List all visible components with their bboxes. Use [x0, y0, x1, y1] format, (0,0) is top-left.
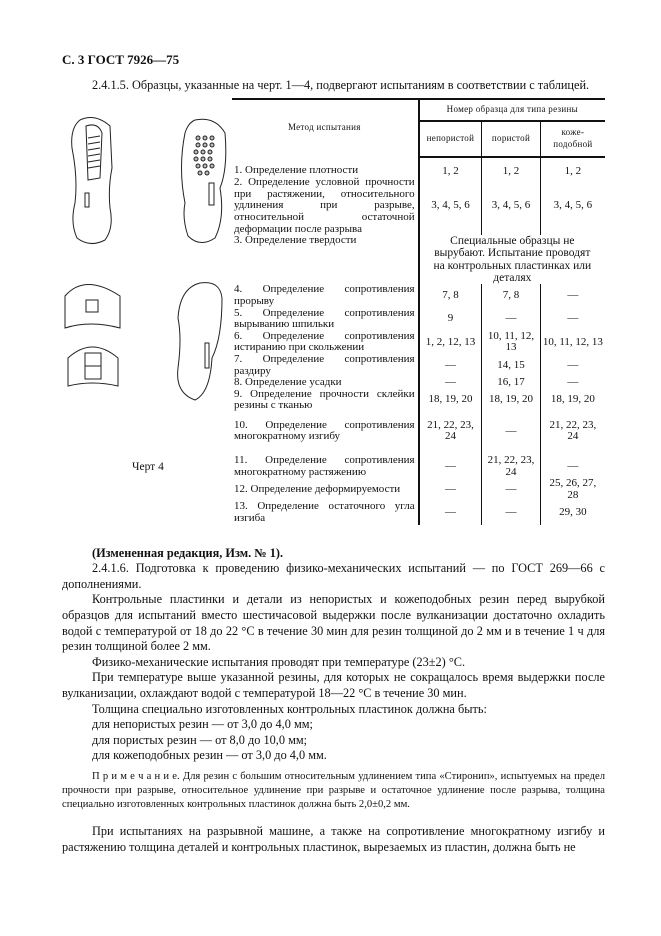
sole-drawing-4 [178, 282, 222, 399]
table-cell: 3, 4, 5, 6 [419, 177, 482, 235]
paragraph: При температуре выше указанной резины, для которых не сокращалось время выдержки после вулканизации, охлаждают водой с температурой 18—22 °С в течение 30 мин. [62, 670, 605, 700]
table-cell: — [540, 377, 605, 389]
table-cell: 3, 4, 5, 6 [540, 177, 605, 235]
paragraph: Физико-механические испытания проводят при температуре (23±2) °С. [92, 654, 466, 669]
table-cell: 25, 26, 27, 28 [540, 478, 605, 501]
paragraph: При испытаниях на разрывной машине, а также на сопротивление многократному изгибу и растяжению толщина деталей и контрольных пластинок, вырезаемых из пластин, должна быть не [62, 823, 605, 854]
sole-drawing-2 [182, 119, 226, 242]
table-cell-method: 8. Определение усадки [234, 376, 342, 389]
amendment-note: (Измененная редакция, Изм. № 1). [92, 545, 284, 560]
table-cell-method: 4. Определение сопротивления прорыву [234, 283, 415, 307]
table-cell-method: 5. Определение сопротивления вырыванию шпильки [234, 306, 415, 331]
table-cell: 21, 22, 23, 24 [482, 443, 540, 478]
table-cell-method: 9. Определение прочности склейки резины с тканью [234, 387, 415, 412]
list-item: для непористых резин — от 3,0 до 4,0 мм; [92, 717, 313, 732]
table-cell: 1, 2 [482, 157, 540, 178]
sole-drawing-1 [72, 117, 112, 243]
table-cell: — [540, 284, 605, 307]
table-cell: — [419, 501, 482, 524]
table-cell-method: 11. Определение сопротивления многократному растяжению [234, 454, 415, 478]
table-cell: 29, 30 [540, 501, 605, 524]
col-header: коже- подобной [540, 121, 605, 157]
figure-and-table [62, 98, 605, 538]
table-cell: 21, 22, 23, 24 [540, 412, 605, 443]
table-cell: 18, 19, 20 [540, 389, 605, 412]
table-cell-method: 1. Определение плотности [234, 164, 359, 177]
note-label: П р и м е ч а н и е. [92, 770, 180, 782]
table-cell: 16, 17 [482, 377, 540, 389]
page-header: С. 3 ГОСТ 7926—75 [62, 52, 180, 67]
table-cell-merged: Специальные образцы не вырубают. Испытание проводят на контрольных пластинках или деталях [419, 235, 605, 284]
table-cell: 1, 2, 12, 13 [419, 331, 482, 354]
table-cell: 7, 8 [419, 284, 482, 307]
paragraph: Толщина специально изготовленных контрольных пластинок должна быть: [92, 701, 487, 716]
table-cell: 18, 19, 20 [482, 389, 540, 412]
table-cell: — [540, 443, 605, 478]
note-text: Для резин с большим относительным удлинением типа «Стиронип», испытуемых на предел прочности при разрыве, относительное удлинение при разрыве и остаточное удлинение после разрыва, толщина специально изготовленных контрольных пластинок должна быть 2,0±0,2 мм. [62, 770, 605, 810]
table-cell: — [419, 443, 482, 478]
intro-paragraph: 2.4.1.5. Образцы, указанные на черт. 1—4, подвергают испытаниям в соответствии с таблицей. [92, 78, 590, 92]
table-cell: 1, 2 [540, 157, 605, 178]
table-cell: 9 [419, 308, 482, 331]
table-cell: 21, 22, 23, 24 [419, 412, 482, 443]
table-cell: — [540, 354, 605, 377]
table-cell: 10, 11, 12, 13 [482, 331, 540, 354]
note [62, 770, 605, 812]
table-cell: — [540, 308, 605, 331]
table-cell: 3, 4, 5, 6 [482, 177, 540, 235]
table-cell: — [482, 478, 540, 501]
table-cell: — [482, 501, 540, 524]
table-cell: — [482, 308, 540, 331]
list-item: для пористых резин — от 8,0 до 10,0 мм; [92, 732, 308, 747]
col-header: пористой [482, 121, 540, 157]
table-cell: 18, 19, 20 [419, 389, 482, 412]
shoe-sole-drawings [50, 108, 240, 418]
table-cell-method: 6. Определение сопротивления истиранию при скольжении [234, 329, 415, 354]
table-cell-method: 12. Определение деформируемости [234, 483, 401, 496]
table-cell: — [419, 377, 482, 389]
paragraph-2-4-1-6: 2.4.1.6. Подготовка к проведению физико-механических испытаний — по ГОСТ 269—66 с дополнениями. [62, 561, 605, 591]
table-cell: 14, 15 [482, 354, 540, 377]
table-cell: — [419, 354, 482, 377]
table-cell-method: 13. Определение остаточного угла изгиба [234, 500, 415, 525]
table-cell: 10, 11, 12, 13 [540, 331, 605, 354]
test-methods-table [232, 98, 605, 525]
table-cell-method: 10. Определение сопротивления многократному изгибу [234, 418, 415, 443]
table-cell-method: 3. Определение твердости [234, 234, 357, 247]
table-cell: — [482, 412, 540, 443]
figure-column [62, 98, 232, 538]
method-header: Метод испытания [232, 99, 419, 157]
table-cell: — [419, 478, 482, 501]
table-cell-method: 2. Определение условной прочности при растяжении, относительного удлинения при разрыве, относительной остаточной деформации после разрыва [234, 176, 415, 235]
table-cell: 7, 8 [482, 284, 540, 307]
list-item: для кожеподобных резин — от 3,0 до 4,0 мм. [92, 748, 327, 763]
paragraph: Контрольные пластинки и детали из непористых и кожеподобных резин перед вырубкой образцов для испытаний вместо шестичасовой выдержки после вулканизации достаточно охладить водой с температурой от 18 до 22 °С в течение 30 мин для резин толщиной до 2 мм и в течение 1 ч для резин толщиной более 2 мм. [62, 592, 605, 654]
group-header: Номер образца для типа резины [419, 99, 605, 121]
heel-drawings [65, 284, 120, 386]
col-header: непористой [419, 121, 482, 157]
table-cell: 1, 2 [419, 157, 482, 178]
table-cell-method: 7. Определение сопротивления раздиру [234, 352, 415, 377]
figure-caption: Черт 4 [132, 460, 164, 473]
